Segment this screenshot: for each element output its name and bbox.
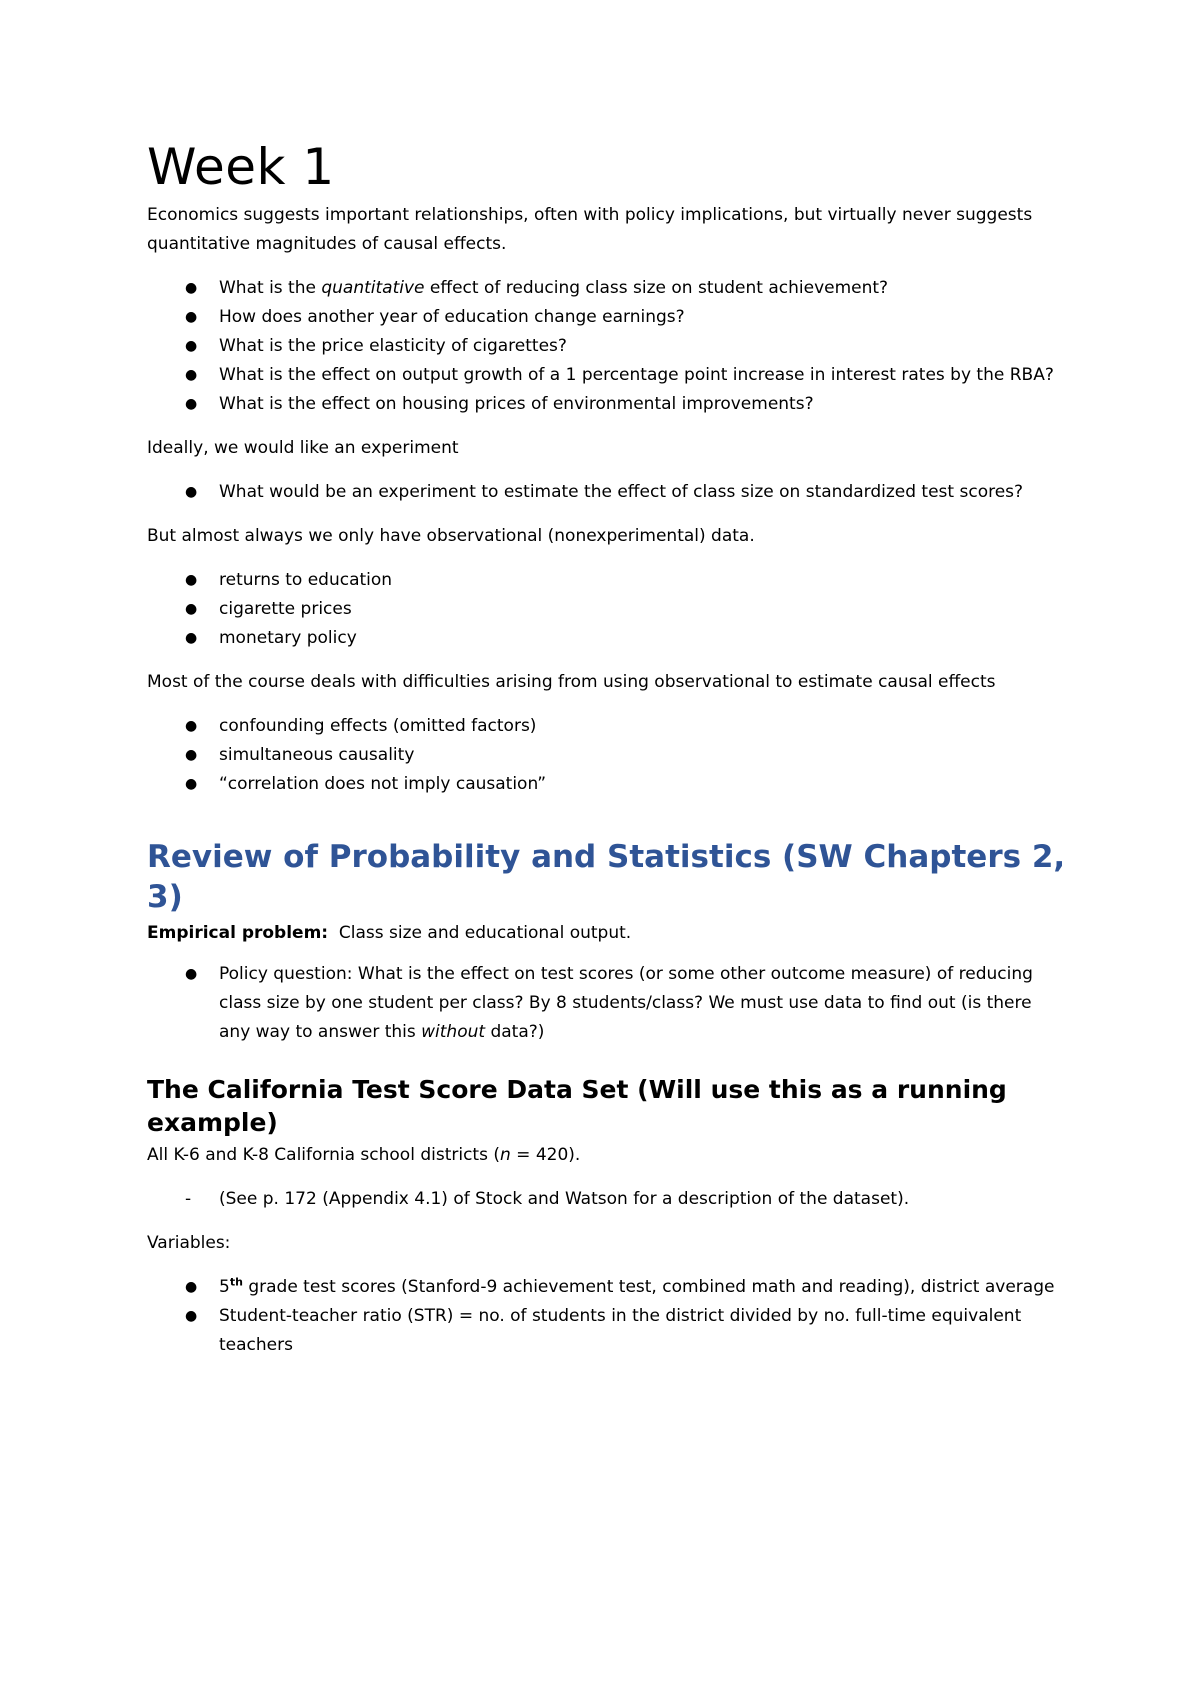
districts-paragraph: All K-6 and K-8 California school districts (n = 420). xyxy=(147,1145,581,1165)
bullet-icon: ● xyxy=(185,484,198,500)
bullet-icon: ● xyxy=(185,966,198,982)
list-item: ● Student-teacher ratio (STR) = no. of students in the district divided by no. full-time equivalent teachers xyxy=(147,1302,1067,1360)
empirical-text: Class size and educational output. xyxy=(328,923,632,943)
bullet-icon: ● xyxy=(185,1279,198,1295)
list-item: ● What would be an experiment to estimate the effect of class size on standardized test scores? xyxy=(147,478,1067,507)
list-item: ● 5th grade test scores (Stanford-9 achievement test, combined math and reading), district average xyxy=(147,1273,1067,1302)
list-item: ● confounding effects (omitted factors) xyxy=(147,712,1067,741)
bullet-icon: ● xyxy=(185,776,198,792)
bullet-icon: ● xyxy=(185,718,198,734)
list-item: ● Policy question: What is the effect on test scores (or some other outcome measure) of reducing class size by one student per class? By 8 students/class? We must use data to find out (is there any way to answer this without data?) xyxy=(147,960,1067,1047)
bullet-icon: ● xyxy=(185,396,198,412)
appendix-list xyxy=(147,1185,1067,1214)
variables-label: Variables: xyxy=(147,1233,231,1253)
bullet-icon: ● xyxy=(185,572,198,588)
course-list xyxy=(147,712,1067,799)
bullet-icon: ● xyxy=(185,309,198,325)
document-page xyxy=(147,140,1067,1375)
bullet-icon: ● xyxy=(185,367,198,383)
bullet-icon: ● xyxy=(185,1308,198,1324)
question-list xyxy=(147,274,1067,419)
dash-marker: - xyxy=(185,1189,192,1209)
course-paragraph: Most of the course deals with difficulties arising from using observational to estimate causal effects xyxy=(147,672,996,692)
experiment-list xyxy=(147,478,1067,507)
list-item: ● What is the effect on output growth of a 1 percentage point increase in interest rates by the RBA? xyxy=(147,361,1067,390)
intro-paragraph: Economics suggests important relationships, often with policy implications, but virtually never suggests quantitative magnitudes of causal effects. xyxy=(147,205,1033,254)
list-item: ● How does another year of education change earnings? xyxy=(147,303,1067,332)
bullet-icon: ● xyxy=(185,630,198,646)
policy-list xyxy=(147,960,1067,1047)
empirical-paragraph xyxy=(147,919,1067,948)
bullet-icon: ● xyxy=(185,338,198,354)
list-item: ● What is the effect on housing prices of environmental improvements? xyxy=(147,390,1067,419)
experiment-paragraph: Ideally, we would like an experiment xyxy=(147,438,459,458)
dataset-heading: The California Test Score Data Set (Will use this as a running example) xyxy=(147,1075,1007,1137)
list-item: ● What is the price elasticity of cigarettes? xyxy=(147,332,1067,361)
list-item: ● simultaneous causality xyxy=(147,741,1067,770)
observational-list xyxy=(147,566,1067,653)
review-heading: Review of Probability and Statistics (SW Chapters 2, 3) xyxy=(147,839,1066,915)
bullet-icon: ● xyxy=(185,747,198,763)
bullet-icon: ● xyxy=(185,601,198,617)
list-item: ● monetary policy xyxy=(147,624,1067,653)
list-item: ● cigarette prices xyxy=(147,595,1067,624)
list-item: ● returns to education xyxy=(147,566,1067,595)
list-item: ● “correlation does not imply causation” xyxy=(147,770,1067,799)
bullet-icon: ● xyxy=(185,280,198,296)
observational-paragraph: But almost always we only have observational (nonexperimental) data. xyxy=(147,526,755,546)
list-item: ● What is the quantitative effect of reducing class size on student achievement? xyxy=(147,274,1067,303)
empirical-label: Empirical problem: xyxy=(147,923,329,943)
variables-list xyxy=(147,1273,1067,1360)
list-item: - (See p. 172 (Appendix 4.1) of Stock and Watson for a description of the dataset). xyxy=(147,1185,1067,1214)
page-title: Week 1 xyxy=(147,138,335,196)
